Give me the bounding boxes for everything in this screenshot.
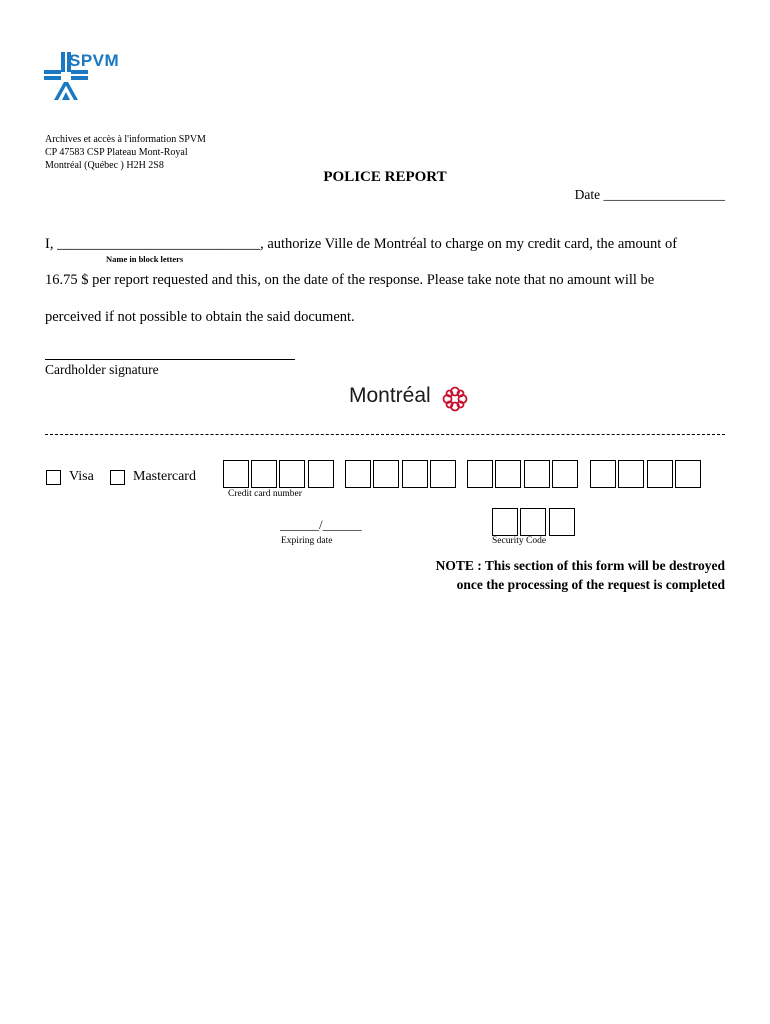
- card-digit-box[interactable]: [308, 460, 334, 488]
- address-line: CP 47583 CSP Plateau Mont-Royal: [45, 147, 188, 158]
- card-digit-box[interactable]: [590, 460, 616, 488]
- address-line: Archives et accès à l'information SPVM: [45, 134, 206, 145]
- montreal-rose-icon: [442, 386, 468, 412]
- card-digit-box[interactable]: [524, 460, 550, 488]
- card-digit-box[interactable]: [495, 460, 521, 488]
- destruction-note: [436, 556, 725, 594]
- address-line: Montréal (Québec ) H2H 2S8: [45, 160, 164, 171]
- name-caption: Name in block letters: [106, 254, 184, 264]
- date-field[interactable]: Date __________________: [574, 187, 725, 202]
- card-digit-box[interactable]: [402, 460, 428, 488]
- mastercard-label: Mastercard: [133, 469, 196, 484]
- card-digit-box[interactable]: [223, 460, 249, 488]
- card-digit-box[interactable]: [345, 460, 371, 488]
- card-digit-box[interactable]: [675, 460, 701, 488]
- security-digit-box[interactable]: [492, 508, 518, 536]
- card-digit-box[interactable]: [430, 460, 456, 488]
- montreal-logo-text: Montréal: [349, 384, 431, 407]
- form-title-row: [0, 169, 770, 186]
- spvm-logo: [44, 48, 134, 104]
- signature-field[interactable]: [45, 359, 295, 360]
- card-digit-box[interactable]: [552, 460, 578, 488]
- amount-line: 16.75 $ per report requested and this, on the date of the response. Please take note that no amount will be: [45, 272, 655, 288]
- card-digit-box[interactable]: [467, 460, 493, 488]
- spvm-logo-text: SPVM: [69, 51, 120, 70]
- note-line: NOTE : This section of this form will be destroyed: [435, 558, 725, 573]
- card-digit-box[interactable]: [618, 460, 644, 488]
- cut-line-divider: [45, 434, 725, 435]
- note-line: once the processing of the request is completed: [456, 577, 725, 592]
- security-digit-box[interactable]: [549, 508, 575, 536]
- expiry-caption: Expiring date: [281, 536, 333, 546]
- mastercard-checkbox[interactable]: [110, 470, 125, 485]
- perceived-line: perceived if not possible to obtain the said document.: [45, 309, 355, 325]
- address-block: [45, 133, 206, 172]
- card-digit-box[interactable]: [279, 460, 305, 488]
- visa-checkbox[interactable]: [46, 470, 61, 485]
- signature-label: Cardholder signature: [45, 362, 159, 377]
- security-digit-box[interactable]: [520, 508, 546, 536]
- card-digit-box[interactable]: [251, 460, 277, 488]
- security-code-caption: Security Code: [492, 536, 547, 546]
- card-digit-box[interactable]: [373, 460, 399, 488]
- visa-label: Visa: [69, 469, 94, 484]
- card-digit-box[interactable]: [647, 460, 673, 488]
- card-number-caption: Credit card number: [228, 489, 302, 499]
- form-title: POLICE REPORT: [323, 169, 447, 185]
- authorization-line: I, ____________________________, authorize Ville de Montréal to charge on my credit card, the amount of: [45, 236, 678, 252]
- expiry-date-field[interactable]: ______/______: [280, 517, 362, 532]
